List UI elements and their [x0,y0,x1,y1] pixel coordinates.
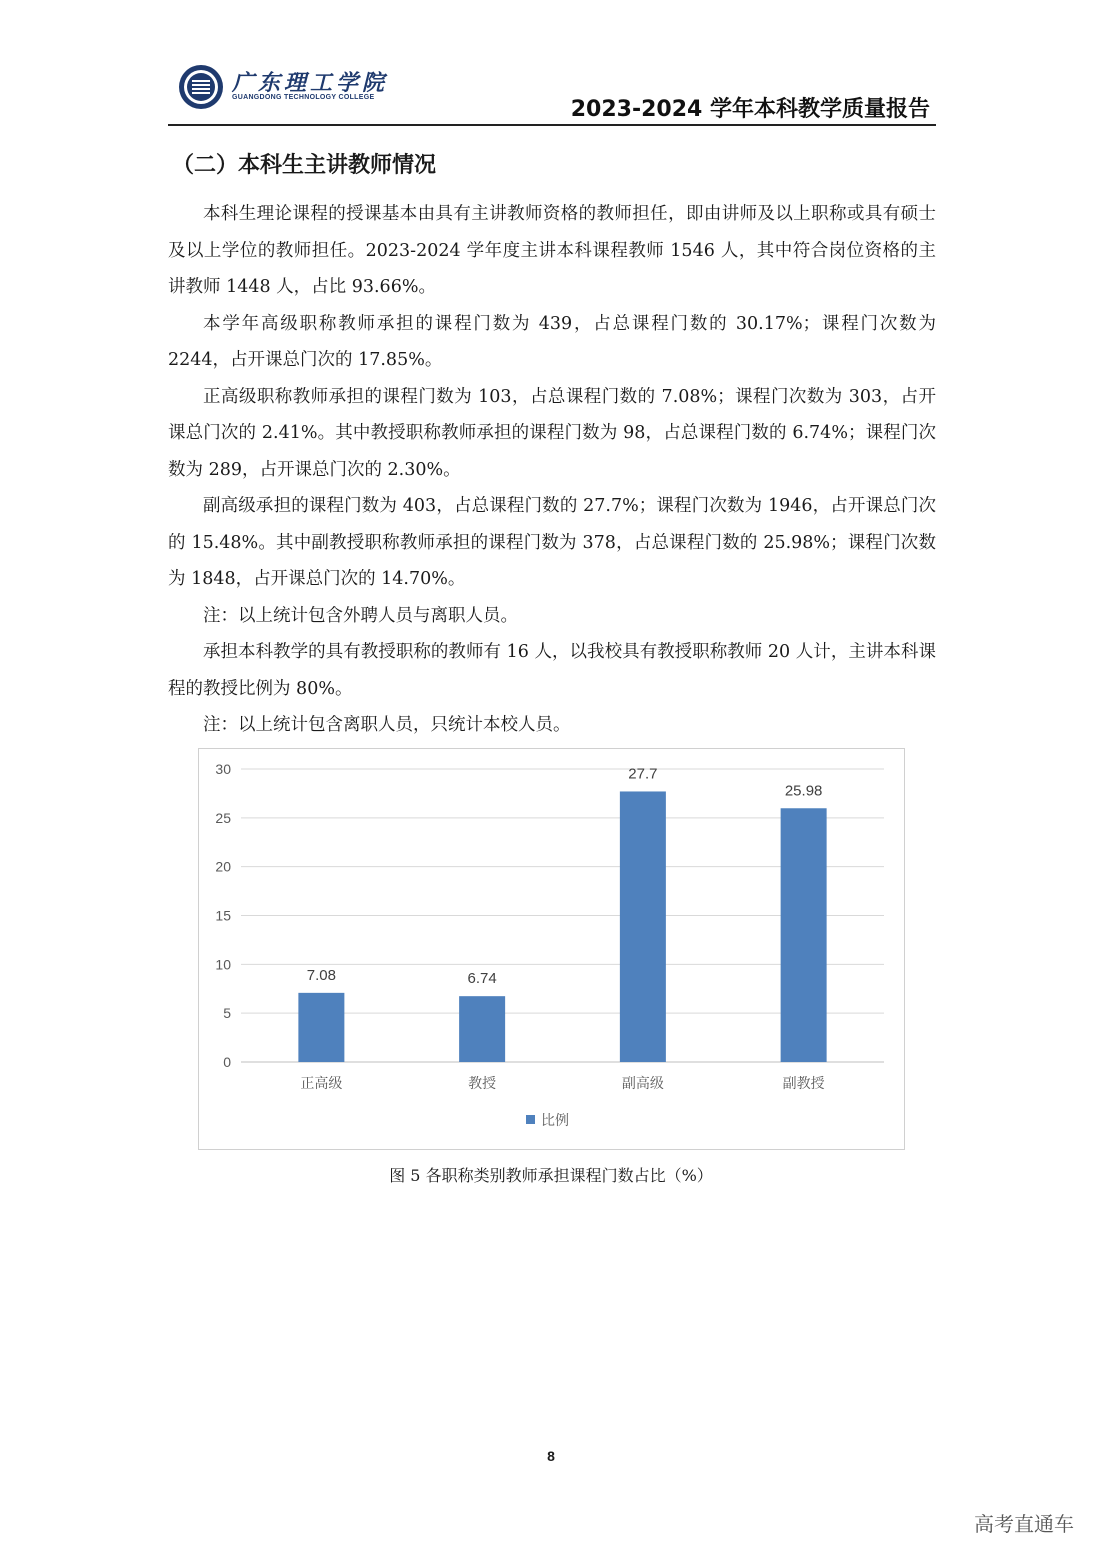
x-tick-label: 副教授 [782,1076,825,1092]
report-title: 2023-2024 学年本科教学质量报告 [570,97,930,122]
bar [459,996,505,1062]
note-paragraph: 注：以上统计包含离职人员，只统计本校人员。 [203,715,571,735]
paragraph: 正高级职称教师承担的课程门数为 103，占总课程门数的 7.08%；课程门次数为 303，占开课总门次的 2.41%。其中教授职称教师承担的课程门数为 98，占总课程门数的 6.74%；课程门次数为 289，占开课总门次的 2.30%。 [168,386,936,480]
legend-swatch [526,1115,535,1124]
school-name-cn: 广东理工学院 [232,70,389,96]
x-tick-label: 教授 [468,1076,497,1092]
y-tick-label: 25 [215,809,231,826]
y-tick-label: 30 [215,761,231,777]
chart-svg [199,749,904,1149]
x-tick-label: 正高级 [300,1076,343,1092]
paragraph: 本学年高级职称教师承担的课程门数为 439，占总课程门数的 30.17%；课程门次数为 2244，占开课总门次的 17.85%。 [168,313,936,370]
y-tick-label: 20 [215,858,231,875]
paragraph: 副高级承担的课程门数为 403，占总课程门数的 27.7%；课程门次数为 1946，占开课总门次的 15.48%。其中副教授职称教师承担的课程门数为 378，占总课程门数的 25.98%；课程门次数为 1848，占开课总门次的 14.70%。 [168,496,936,589]
legend-label: 比例 [541,1113,569,1129]
figure-caption: 图 5 各职称类别教师承担课程门数占比（%） [389,1166,713,1185]
bar [781,808,827,1062]
paragraph: 本科生理论课程的授课基本由具有主讲教师资格的教师担任，即由讲师及以上职称或具有硕士及以上学位的教师担任。2023-2024 学年度主讲本科课程教师 1546 人，其中符合岗位资格的主讲教师 1448 人，占比 93.66%。 [168,204,936,297]
data-label: 25.98 [784,782,823,800]
page-number: 8 [547,1448,555,1464]
section-title: （二）本科生主讲教师情况 [172,153,437,178]
bar [620,791,666,1062]
y-tick-label: 0 [223,1054,231,1070]
y-tick-label: 15 [215,907,231,924]
x-tick-label: 副高级 [621,1076,664,1092]
data-label: 7.08 [306,966,336,984]
data-label: 6.74 [467,970,497,988]
watermark: 高考直通车 [974,1512,1074,1536]
paragraph: 承担本科教学的具有教授职称的教师有 16 人，以我校具有教授职称教师 20 人计，主讲本科课程的教授比例为 80%。 [168,642,936,699]
y-tick-label: 10 [215,956,231,973]
bar [298,993,344,1062]
y-tick-label: 5 [223,1005,231,1022]
data-label: 27.7 [628,765,658,783]
college-logo-icon [178,64,224,110]
page-header [168,58,936,126]
note-paragraph: 注：以上统计包含外聘人员与离职人员。 [203,605,518,626]
bar-chart [198,748,905,1150]
school-name-en: GUANGDONG TECHNOLOGY COLLEGE [232,94,375,101]
body-text [168,196,936,744]
